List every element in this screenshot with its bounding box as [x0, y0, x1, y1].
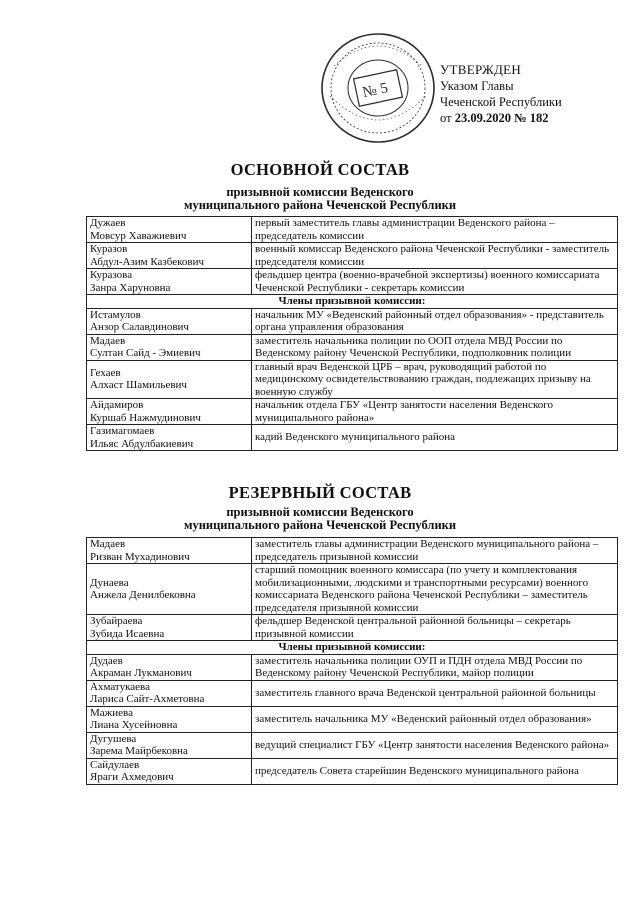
- seal-number: № 5: [361, 80, 390, 102]
- person-role-cell: заместитель главного врача Веденской центральной районной больницы: [252, 680, 618, 706]
- person-surname: Дужаев: [90, 217, 126, 229]
- person-role-cell: заместитель начальника МУ «Веденский районный отдел образования»: [252, 706, 618, 732]
- person-given-names: Лариса Сайт-Ахметовна: [90, 693, 205, 705]
- person-surname: Ахматукаева: [90, 680, 150, 693]
- table-row: [87, 243, 618, 269]
- table-row: [87, 706, 618, 732]
- person-role-cell: фельдшер Веденской центральной районной больницы – секретарь призывной комиссии: [252, 615, 618, 641]
- table-row: [87, 334, 618, 360]
- person-given-names: Анжела Денилбековна: [90, 589, 196, 601]
- person-role-cell: военный комиссар Веденского района Чеченской Республики - заместитель председателя комиссии: [252, 243, 618, 269]
- person-given-names: Ильяс Абдулбакиевич: [90, 437, 194, 450]
- person-surname: Гехаев: [90, 366, 121, 379]
- person-surname: Куразов: [90, 243, 128, 255]
- person-role-cell: кадий Веденского муниципального района: [252, 425, 618, 451]
- person-given-names: Султан Сайд - Эмиевич: [90, 347, 201, 359]
- person-name-cell: [87, 732, 252, 758]
- table-row: [87, 564, 618, 615]
- person-name-cell: [87, 758, 252, 784]
- person-surname: Дудаев: [90, 654, 123, 667]
- table-row: [87, 360, 618, 399]
- person-name-cell: [87, 706, 252, 732]
- person-role-cell: начальник отдела ГБУ «Центр занятости населения Веденского муниципального района»: [252, 399, 618, 425]
- person-given-names: Яраги Ахмедович: [90, 771, 174, 783]
- person-name-cell: [87, 334, 252, 360]
- person-surname: Мадаев: [90, 538, 126, 550]
- table-row: [87, 615, 618, 641]
- person-role-cell: заместитель главы администрации Веденского муниципального района – председатель призывной комиссии: [252, 538, 618, 564]
- table-row: [87, 399, 618, 425]
- person-given-names: Лиана Хусейновна: [90, 719, 178, 731]
- table-row: [87, 308, 618, 334]
- reserve-title: РЕЗЕРВНЫЙ СОСТАВ: [228, 483, 412, 502]
- table-row: [87, 758, 618, 784]
- person-name-cell: [87, 615, 252, 641]
- table-row: [87, 425, 618, 451]
- person-name-cell: [87, 654, 252, 680]
- person-role-cell: заместитель начальника полиции по ООП отдела МВД России по Веденскому району Чеченской Республики, подполковник полиции: [252, 334, 618, 360]
- person-given-names: Зарема Майрбековна: [90, 745, 188, 757]
- members-label: Члены призывной комиссии:: [87, 295, 618, 309]
- person-given-names: Анзор Салавдинович: [90, 321, 189, 333]
- person-given-names: Зубида Исаевна: [90, 627, 165, 640]
- person-role-cell: старший помощник военного комиссара (по учету и комплектования мобилизационными, людскими и транспортными ресурсами) военного комиссариата Веденского района Чеченской Республики – заместитель председателя призывной комиссии: [252, 564, 618, 615]
- person-name-cell: [87, 217, 252, 243]
- person-surname: Айдамиров: [90, 399, 144, 411]
- table-row: [87, 269, 618, 295]
- person-given-names: Занра Харуновна: [90, 281, 171, 294]
- person-name-cell: [87, 308, 252, 334]
- table-row: [87, 217, 618, 243]
- person-name-cell: [87, 680, 252, 706]
- person-name-cell: [87, 399, 252, 425]
- person-given-names: Куршаб Нажмудинович: [90, 411, 201, 424]
- person-given-names: Акраман Лукманович: [90, 667, 192, 679]
- person-surname: Мадаев: [90, 334, 126, 347]
- approval-republic: Чеченской Республики: [440, 95, 562, 109]
- person-role-cell: заместитель начальника полиции ОУП и ПДН отдела МВД России по Веденскому району Чеченской Республики, майор полиции: [252, 654, 618, 680]
- person-role-cell: фельдшер центра (военно-врачебной экспертизы) военного комиссариата Чеченской Республики - секретарь комиссии: [252, 269, 618, 295]
- person-surname: Куразова: [90, 269, 133, 281]
- person-surname: Зубайраева: [90, 615, 143, 627]
- person-role-cell: председатель Совета старейшин Веденского муниципального района: [252, 758, 618, 784]
- person-name-cell: [87, 564, 252, 615]
- person-role-cell: главный врач Веденской ЦРБ – врач, руководящий работой по медицинскому освидетельствованию граждан, подлежащих призыву на военную службу: [252, 360, 618, 399]
- reserve-subtitle-2: муниципального района Чеченской Республики: [183, 518, 457, 532]
- person-given-names: Ризван Мухадинович: [90, 550, 190, 563]
- members-divider-row: [87, 641, 618, 655]
- person-name-cell: [87, 243, 252, 269]
- main-subtitle-1: призывной комиссии Веденского: [226, 185, 414, 199]
- table-row: [87, 732, 618, 758]
- approval-decree: Указом Главы: [440, 79, 514, 93]
- person-surname: Истамулов: [90, 308, 141, 321]
- main-subtitle-2: муниципального района Чеченской Республики: [183, 198, 457, 212]
- main-title: ОСНОВНОЙ СОСТАВ: [230, 160, 410, 179]
- reserve-composition-table: [86, 537, 618, 785]
- approval-date: от 23.09.2020 № 182: [440, 111, 549, 125]
- person-role-cell: первый заместитель главы администрации Веденского района – председатель комиссии: [252, 217, 618, 243]
- approval-heading: УТВЕРЖДЕН: [440, 62, 522, 77]
- person-given-names: Алхаст Шамильевич: [90, 379, 187, 392]
- person-surname: Дунаева: [90, 576, 129, 589]
- person-role-cell: начальник МУ «Веденский районный отдел образования» - представитель органа управления образования: [252, 308, 618, 334]
- person-surname: Сайдулаев: [90, 758, 140, 771]
- members-label: Члены призывной комиссии:: [87, 641, 618, 655]
- person-name-cell: [87, 360, 252, 399]
- person-name-cell: [87, 269, 252, 295]
- approval-block: [440, 62, 562, 126]
- reserve-subtitle-1: призывной комиссии Веденского: [226, 505, 414, 519]
- person-role-cell: ведущий специалист ГБУ «Центр занятости населения Веденского района»: [252, 732, 618, 758]
- person-given-names: Мовсур Хаважиевич: [90, 229, 187, 242]
- person-name-cell: [87, 538, 252, 564]
- table-row: [87, 654, 618, 680]
- person-name-cell: [87, 425, 252, 451]
- person-given-names: Абдул-Азим Казбекович: [90, 255, 205, 268]
- main-composition-table: [86, 216, 618, 451]
- members-divider-row: [87, 295, 618, 309]
- person-surname: Газимагомаев: [90, 425, 155, 437]
- table-row: [87, 538, 618, 564]
- table-row: [87, 680, 618, 706]
- person-surname: Дугушева: [90, 732, 137, 745]
- person-surname: Мажиева: [90, 706, 133, 719]
